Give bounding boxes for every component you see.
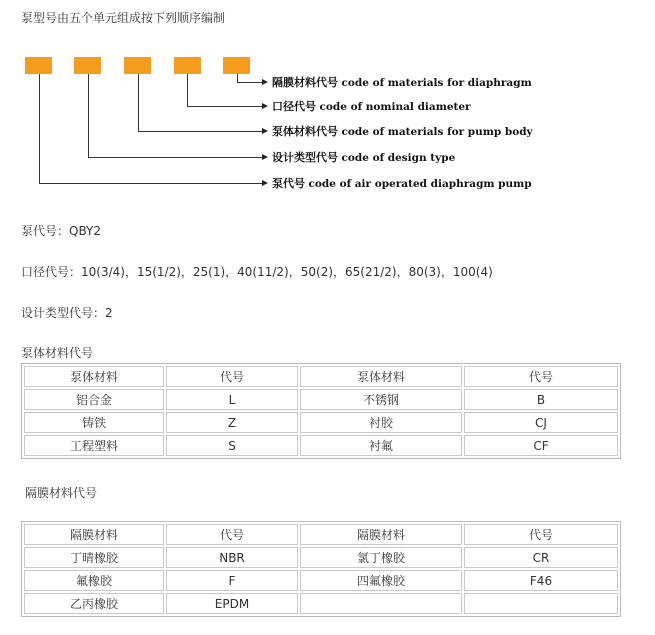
connector-line <box>88 157 263 158</box>
arrow-right-icon <box>262 154 268 160</box>
table-cell: 铝合金 <box>24 389 164 410</box>
header-cell: 隔膜材料 <box>300 524 462 545</box>
table-row <box>24 547 618 568</box>
table-row <box>24 593 618 614</box>
table-row <box>24 435 618 456</box>
header-cell: 泵体材料 <box>300 366 462 387</box>
table-cell <box>464 593 618 614</box>
table-cell: F46 <box>464 570 618 591</box>
table-cell: 四氟橡胶 <box>300 570 462 591</box>
connector-line <box>138 74 139 132</box>
table-cell: NBR <box>166 547 298 568</box>
header-cell: 隔膜材料 <box>24 524 164 545</box>
connector-line <box>39 74 40 184</box>
arrow-right-icon <box>262 128 268 134</box>
diagram-label-pump-code: 泵代号 code of air operated diaphragm pump <box>272 177 532 190</box>
table-cell: S <box>166 435 298 456</box>
code-box-3 <box>124 57 151 74</box>
table-row <box>24 389 618 410</box>
table-cell: 丁晴橡胶 <box>24 547 164 568</box>
table-cell: CF <box>464 435 618 456</box>
code-box-5 <box>223 57 250 74</box>
table-cell: L <box>166 389 298 410</box>
diagram-label-diaphragm: 隔膜材料代号 code of materials for diaphragm <box>272 76 532 89</box>
table-cell: Z <box>166 412 298 433</box>
table-cell: 氟橡胶 <box>24 570 164 591</box>
intro-text: 泵型号由五个单元组成按下列顺序编制 <box>21 11 226 25</box>
pump-body-section-title: 泵体材料代号 <box>21 346 94 360</box>
pump-code-line: 泵代号：QBY2 <box>21 224 101 238</box>
connector-line <box>39 183 263 184</box>
diaphragm-section-title: 隔膜材料代号 <box>25 486 98 500</box>
table-cell: 乙丙橡胶 <box>24 593 164 614</box>
connector-line <box>138 131 263 132</box>
table-cell: 衬胶 <box>300 412 462 433</box>
header-cell: 代号 <box>464 366 618 387</box>
code-box-4 <box>174 57 201 74</box>
header-cell: 泵体材料 <box>24 366 164 387</box>
code-box-2 <box>74 57 101 74</box>
table-row <box>24 412 618 433</box>
table-header-row <box>24 524 618 545</box>
connector-line <box>88 74 89 158</box>
arrow-right-icon <box>262 103 268 109</box>
connector-line <box>187 74 188 107</box>
table-cell: 衬氟 <box>300 435 462 456</box>
model-code-diagram <box>0 0 655 205</box>
table-cell: F <box>166 570 298 591</box>
design-type-line: 设计类型代号：2 <box>21 306 113 320</box>
header-cell: 代号 <box>166 524 298 545</box>
table-cell: CJ <box>464 412 618 433</box>
table-cell: 氯丁橡胶 <box>300 547 462 568</box>
pump-body-material-table <box>21 363 621 459</box>
table-cell: CR <box>464 547 618 568</box>
connector-line <box>187 106 263 107</box>
arrow-right-icon <box>262 180 268 186</box>
arrow-right-icon <box>262 79 268 85</box>
header-cell: 代号 <box>166 366 298 387</box>
table-row <box>24 570 618 591</box>
table-cell: 工程塑料 <box>24 435 164 456</box>
diagram-label-design-type: 设计类型代号 code of design type <box>272 151 456 164</box>
table-cell: 不锈钢 <box>300 389 462 410</box>
header-cell: 代号 <box>464 524 618 545</box>
table-cell: 铸铁 <box>24 412 164 433</box>
diagram-label-diameter: 口径代号 code of nominal diameter <box>272 100 471 113</box>
table-cell: B <box>464 389 618 410</box>
table-cell <box>300 593 462 614</box>
diameter-code-line: 口径代号：10(3/4)，15(1/2)，25(1)，40(11/2)，50(2)，65(21/2)，80(3)，100(4) <box>21 265 493 279</box>
connector-line <box>237 82 263 83</box>
table-header-row <box>24 366 618 387</box>
table-cell: EPDM <box>166 593 298 614</box>
diagram-label-pump-body: 泵体材料代号 code of materials for pump body <box>272 125 533 138</box>
diaphragm-material-table <box>21 521 621 617</box>
code-box-1 <box>25 57 52 74</box>
